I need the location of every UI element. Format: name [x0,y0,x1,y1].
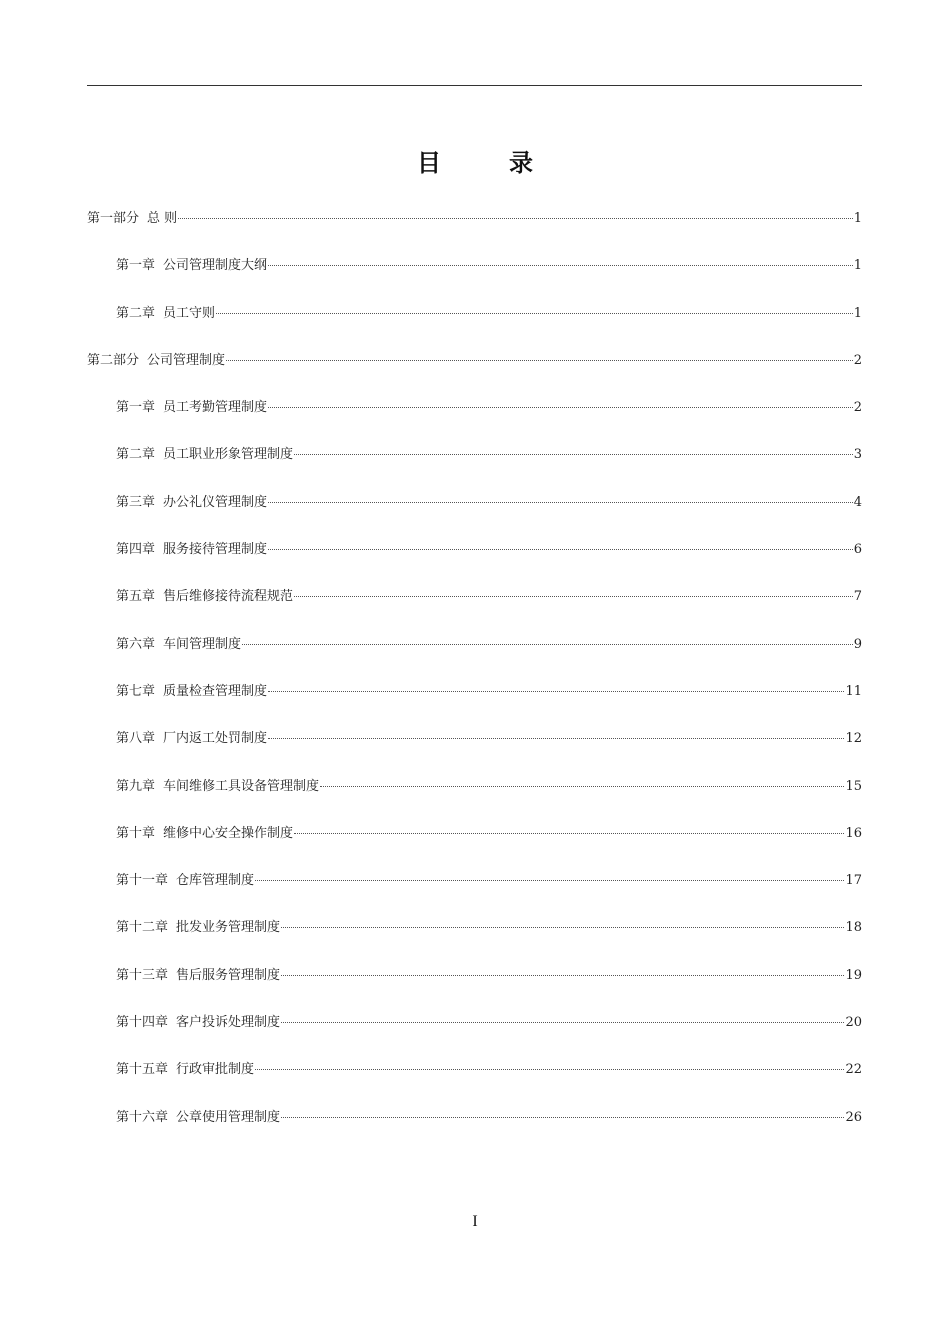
toc-entry-page: 6 [853,542,862,558]
toc-entry-page: 4 [853,494,862,510]
toc-entry[interactable] [87,726,862,773]
page-number: I [472,1213,478,1230]
dot-leader [268,502,853,503]
toc-entry-title: 质量检查管理制度 [163,683,268,699]
toc-entry-title: 员工考勤管理制度 [163,400,268,416]
toc-entry[interactable] [87,774,862,821]
toc-entry-page: 1 [853,305,862,321]
toc-entry[interactable] [87,301,862,348]
toc-entry-label [116,584,293,610]
dot-leader [294,833,844,834]
toc-entry-page: 2 [853,352,862,368]
toc-entry-label [116,963,280,989]
toc-entry[interactable] [87,1057,862,1104]
dot-leader [294,454,853,455]
dot-leader [268,407,853,408]
toc-entry-page: 26 [845,1109,862,1125]
dot-leader [294,596,853,597]
toc-entry-label [87,348,225,374]
toc-entry-number: 第八章 [116,731,156,747]
toc-entry-title: 公章使用管理制度 [176,1109,281,1125]
toc-entry-label [116,301,215,327]
toc-entry[interactable] [87,1010,862,1057]
toc-entry-number: 第四章 [116,542,156,558]
toc-entry-number: 第六章 [116,636,156,652]
toc-entry[interactable] [87,1105,862,1152]
toc-entry-label [116,253,267,279]
toc-entry-label [116,1105,280,1131]
toc-entry-number: 第一章 [116,258,156,274]
page-title: 目 录 [417,148,555,177]
dot-leader [268,691,844,692]
toc-entry-label [116,679,267,705]
toc-entry-title: 员工守则 [163,305,216,321]
toc-entry-page: 15 [845,778,862,794]
toc-entry[interactable] [87,679,862,726]
toc-entry-part-1[interactable] [87,206,862,253]
toc-entry-title: 厂内返工处罚制度 [163,731,268,747]
toc-entry-number: 第十三章 [116,967,169,983]
dot-leader [268,738,844,739]
toc-entry-title: 公司管理制度大纲 [163,258,268,274]
dot-leader [242,644,853,645]
toc-entry[interactable] [87,537,862,584]
toc-entry-number: 第十四章 [116,1015,169,1031]
toc-entry-label [116,915,280,941]
toc-entry-label [116,1010,280,1036]
toc-entry-title: 办公礼仪管理制度 [163,494,268,510]
toc-entry[interactable] [87,253,862,300]
toc-entry-page: 19 [845,967,862,983]
toc-entry-page: 9 [853,636,862,652]
toc-entry-label [116,442,293,468]
toc-entry-title: 车间维修工具设备管理制度 [163,778,320,794]
toc-entry[interactable] [87,632,862,679]
toc-entry-page: 22 [845,1062,862,1078]
toc-entry-page: 20 [845,1015,862,1031]
toc-entry-title: 售后维修接待流程规范 [163,589,294,605]
toc-entry-number: 第十章 [116,825,156,841]
dot-leader [255,880,844,881]
toc-entry-page: 1 [853,211,862,226]
toc-entry-number: 第一部分 [87,211,140,226]
toc-entry-title: 批发业务管理制度 [176,920,281,936]
toc-entry[interactable] [87,395,862,442]
toc-entry-title: 行政审批制度 [176,1062,255,1078]
toc-entry-page: 3 [853,447,862,463]
toc-entry-label [116,821,293,847]
toc-entry-number: 第十二章 [116,920,169,936]
toc-entry-number: 第二章 [116,447,156,463]
toc-entry-title: 售后服务管理制度 [176,967,281,983]
toc-entry-title: 维修中心安全操作制度 [163,825,294,841]
dot-leader [281,927,844,928]
toc-entry-number: 第七章 [116,683,156,699]
toc-entry-number: 第十六章 [116,1109,169,1125]
toc-entry[interactable] [87,963,862,1010]
header-rule [87,85,862,86]
toc-entry[interactable] [87,442,862,489]
dot-leader [281,1022,844,1023]
toc-entry[interactable] [87,821,862,868]
toc-entry-label [116,774,319,800]
toc-entry-page: 2 [853,400,862,416]
toc-entry[interactable] [87,490,862,537]
toc-entry-number: 第一章 [116,400,156,416]
toc-entry-title: 总 则 [147,211,178,226]
toc-entry[interactable] [87,868,862,915]
toc-entry-title: 仓库管理制度 [176,873,255,889]
toc-entry-part-2[interactable] [87,348,862,395]
toc-entry[interactable] [87,915,862,962]
toc-entry-page: 11 [845,683,862,699]
toc-entry-title: 服务接待管理制度 [163,542,268,558]
toc-entry-number: 第二章 [116,305,156,321]
dot-leader [255,1069,844,1070]
toc-entry-number: 第十一章 [116,873,169,889]
toc-entry-page: 1 [853,258,862,274]
dot-leader [281,1117,844,1118]
toc-entry-page: 12 [845,731,862,747]
dot-leader [216,313,853,314]
toc-entry-label [87,206,177,232]
toc-entry-label [116,632,241,658]
toc-entry-number: 第三章 [116,494,156,510]
table-of-contents [87,206,862,1152]
toc-entry-page: 16 [845,825,862,841]
toc-entry-title: 客户投诉处理制度 [176,1015,281,1031]
dot-leader [268,549,853,550]
toc-entry-label [116,537,267,563]
toc-entry-number: 第五章 [116,589,156,605]
toc-entry[interactable] [87,584,862,631]
toc-entry-label [116,490,267,516]
toc-entry-title: 车间管理制度 [163,636,242,652]
toc-entry-label [116,395,267,421]
dot-leader [226,360,853,361]
toc-entry-page: 18 [845,920,862,936]
toc-entry-page: 17 [845,873,862,889]
toc-entry-label [116,868,254,894]
toc-entry-number: 第九章 [116,778,156,794]
toc-entry-page: 7 [853,589,862,605]
dot-leader [281,975,844,976]
toc-entry-label [116,726,267,752]
toc-entry-title: 员工职业形象管理制度 [163,447,294,463]
toc-entry-title: 公司管理制度 [147,352,226,368]
dot-leader [178,218,853,219]
toc-entry-number: 第二部分 [87,352,140,368]
toc-entry-number: 第十五章 [116,1062,169,1078]
toc-entry-label [116,1057,254,1083]
dot-leader [320,786,844,787]
dot-leader [268,265,853,266]
